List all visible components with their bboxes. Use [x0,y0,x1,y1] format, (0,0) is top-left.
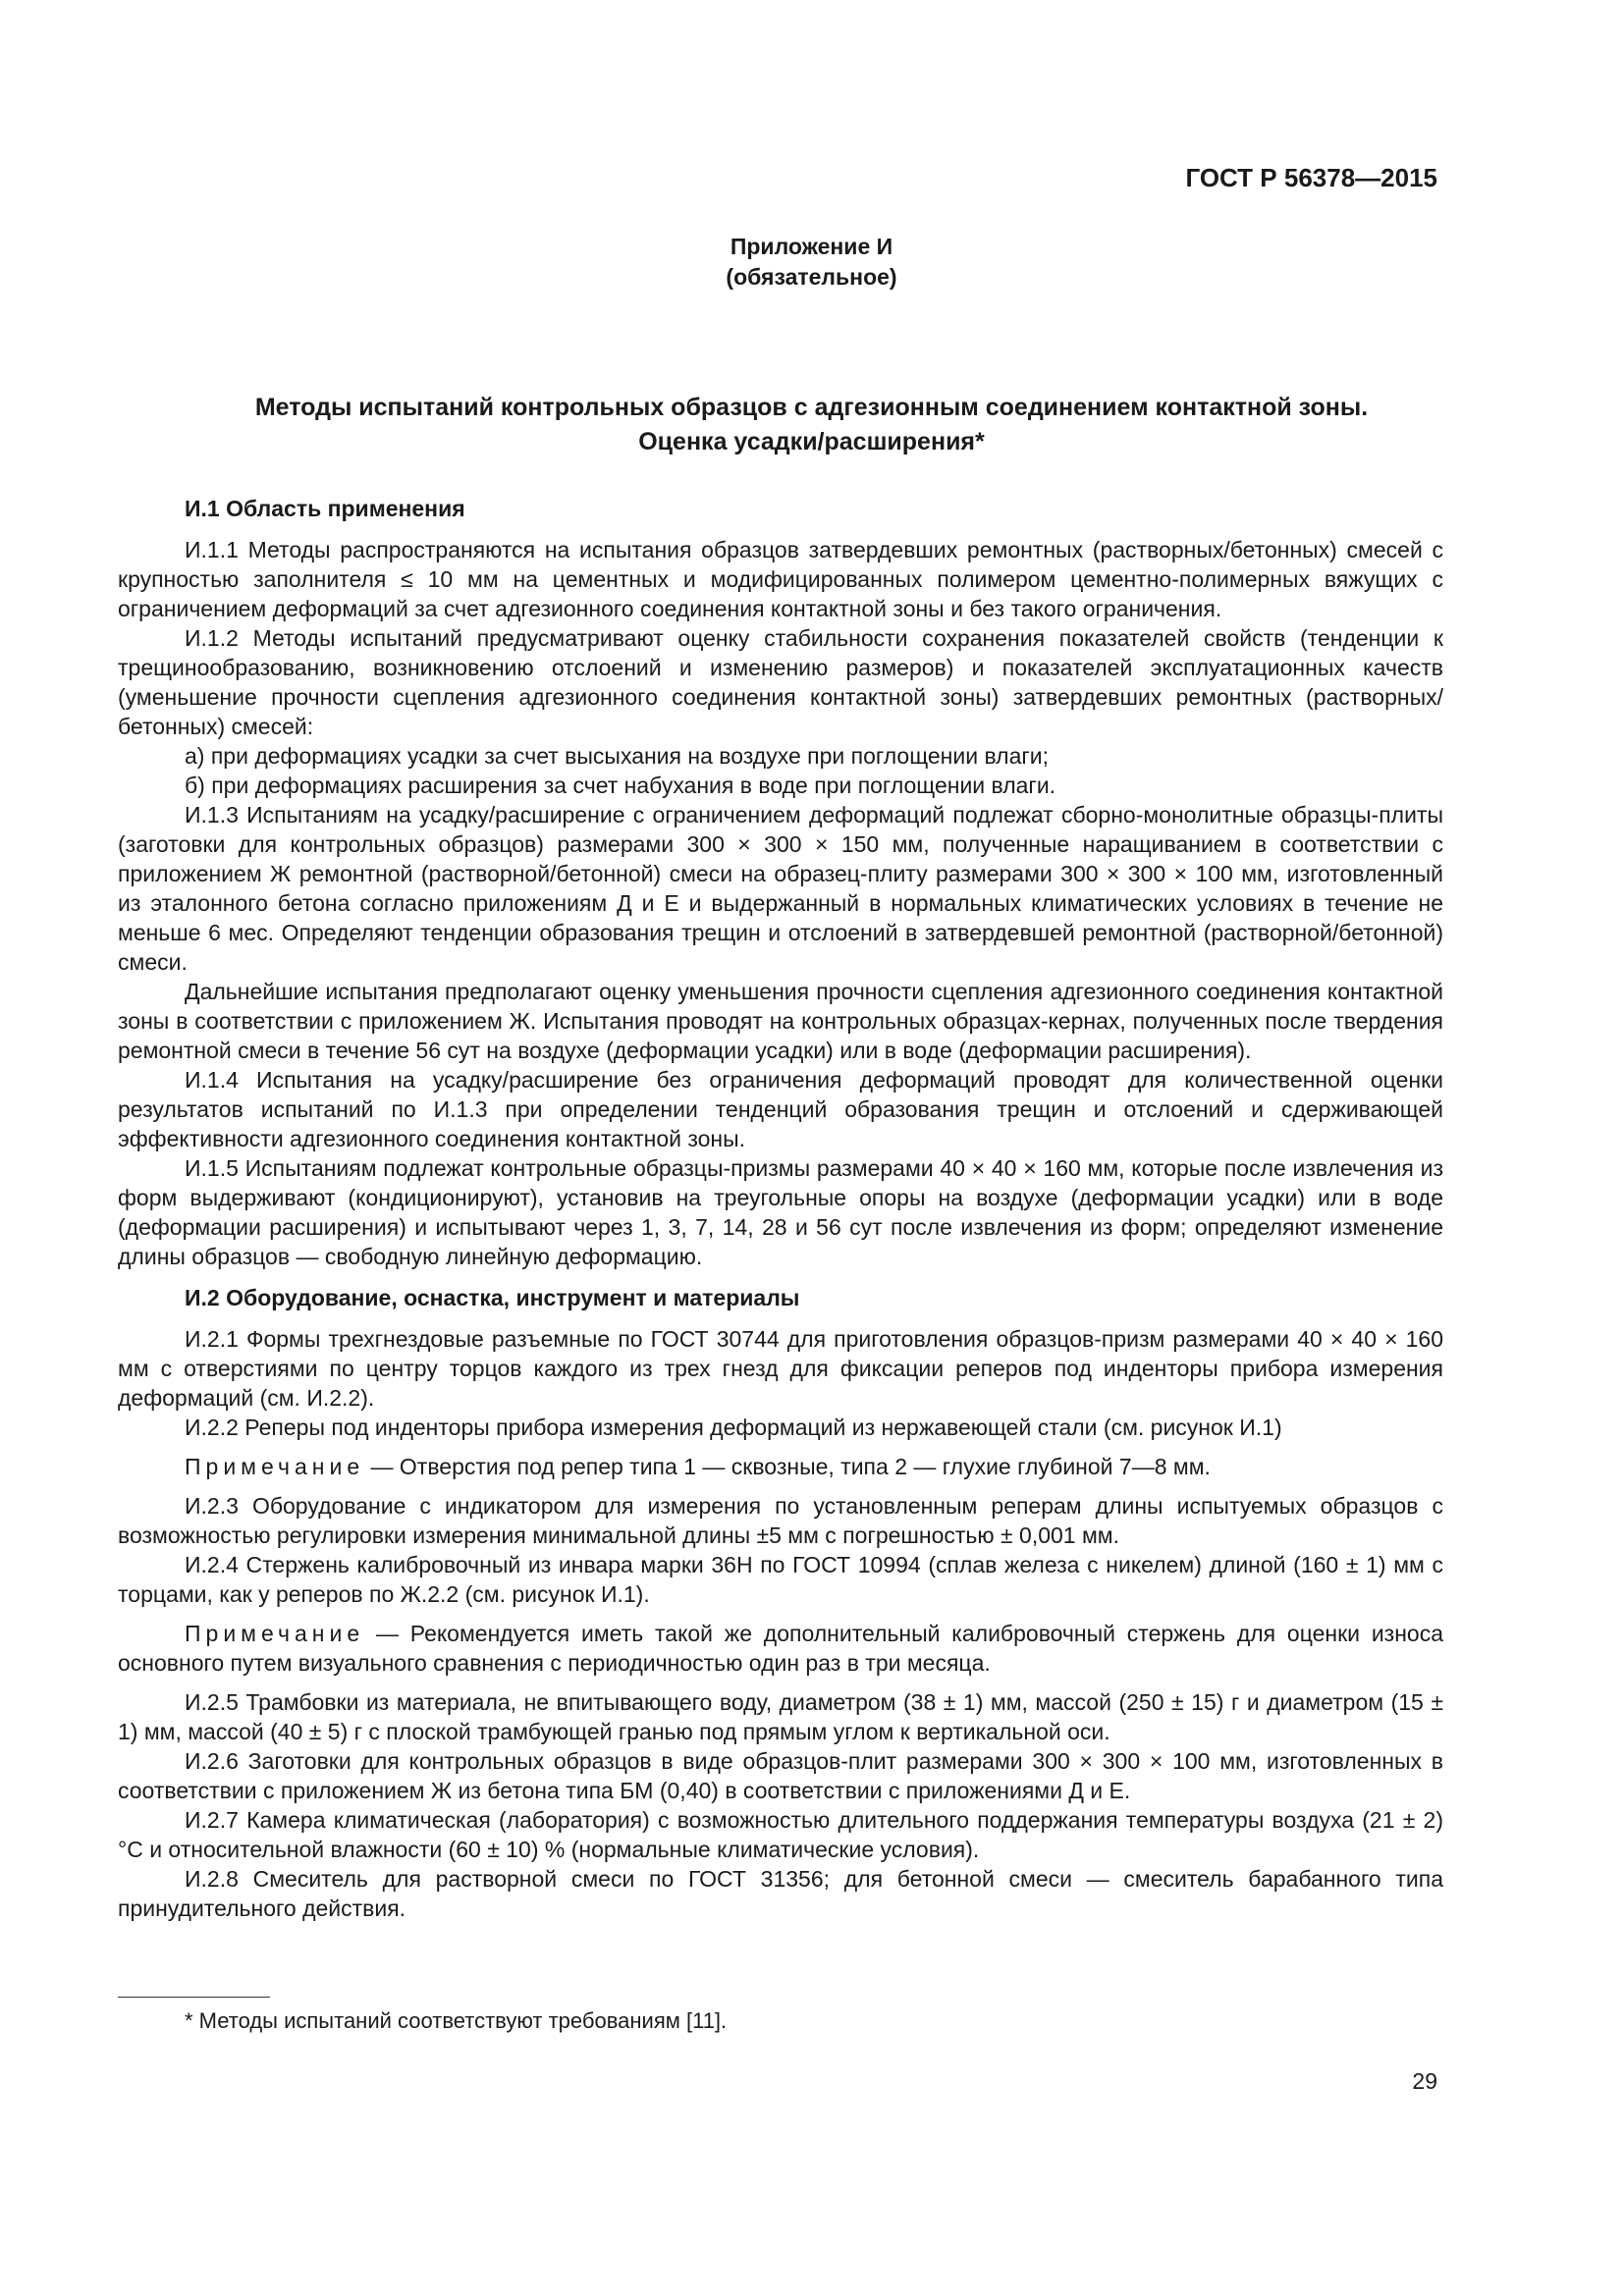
section-heading-1: И.1 Область применения [185,496,465,521]
paragraph-2-3: И.2.3 Оборудование с индикатором для измерения по установленным реперам длины испытуемых образцов с возможностью регулировки измерения минимальной длины ±5 мм с погрешностью ± 0,001 мм. [118,1493,1443,1548]
paragraph-1-1-3: И.1.3 Испытаниям на усадку/расширение с ограничением деформаций подлежат сборно-монолитные образцы-плиты (заготовки для контрольных образцов) размерами 300 × 300 × 150 мм, полученные наращиванием в соответствии с приложением Ж ремонтной (растворной/бетонной) смеси на образец-плиту размерами 300 × 300 × 100 мм, изготовленный из эталонного бетона согласно приложениям Д и Е и выдержанный в нормальных климатических условиях в течение не меньше 6 мес. Определяют тенденции образования трещин и отслоений в затвердевшей ремонтной (растворной/бетонной) смеси. [118,802,1443,975]
note-2-text: — Рекомендуется иметь такой же дополнительный калибровочный стержень для оценки износа основного путем визуального сравнения с периодичностью один раз в три месяца. [118,1621,1443,1676]
paragraph-2-1: И.2.1 Формы трехгнездовые разъемные по ГОСТ 30744 для приготовления образцов-призм размерами 40 × 40 × 160 мм с отверстиями по центру торцов каждого из трех гнезд для фиксации реперов под инденторы прибора измерения деформаций (см. И.2.2). [118,1326,1443,1411]
annex-title: Приложение И [730,234,893,259]
document-body [118,494,1443,1923]
paragraph-2-6: И.2.6 Заготовки для контрольных образцов в виде образцов-плит размерами 300 × 300 × 100 мм, изготовленных в соответствии с приложением Ж из бетона типа БМ (0,40) в соответствии с приложениями Д и Е. [118,1748,1443,1803]
footnote-divider [118,1997,270,1998]
page-number: 29 [1412,2068,1437,2094]
annex-main-title [0,391,1623,459]
list-item-b: б) при деформациях расширения за счет набухания в воде при поглощении влаги. [185,773,1056,798]
paragraph-2-2: И.2.2 Реперы под инденторы прибора измерения деформаций из нержавеющей стали (см. рисунок И.1) [185,1415,1282,1440]
note-1-text: — Отверстия под репер типа 1 — сквозные, типа 2 — глухие глубиной 7—8 мм. [364,1454,1211,1479]
list-item-a: а) при деформациях усадки за счет высыхания на воздухе при поглощении влаги; [185,743,1049,769]
paragraph-2-4: И.2.4 Стержень калибровочный из инвара марки 36Н по ГОСТ 10994 (сплав железа с никелем) длиной (160 ± 1) мм с торцами, как у реперов по Ж.2.2 (см. рисунок И.1). [118,1552,1443,1607]
note-1-label: Примечание [185,1454,365,1479]
paragraph-1-1-2: И.1.2 Методы испытаний предусматривают оценку стабильности сохранения показателей свойств (тенденции к трещинообразованию, возникновению отслоений и изменению размеров) и показателей эксплуатационных качеств (уменьшение прочности сцепления адгезионного соединения контактной зоны) затвердевших ремонтных (растворных/бетонных) смесей: [118,625,1443,739]
paragraph-2-5: И.2.5 Трамбовки из материала, не впитывающего воду, диаметром (38 ± 1) мм, массой (250 ± 15) г и диаметром (15 ± 1) мм, массой (40 ± 5) г с плоской трамбующей гранью под прямым углом к вертикальной оси. [118,1689,1443,1744]
section-heading-2: И.2 Оборудование, оснастка, инструмент и материалы [185,1285,800,1310]
annex-heading [0,232,1623,293]
paragraph-2-7: И.2.7 Камера климатическая (лаборатория) с возможностью длительного поддержания температуры воздуха (21 ± 2) °С и относительной влажности (60 ± 10) % (нормальные климатические условия). [118,1807,1443,1862]
paragraph-1-1-1: И.1.1 Методы распространяются на испытания образцов затвердевших ремонтных (растворных/бетонных) смесей с крупностью заполнителя ≤ 10 мм на цементных и модифицированных полимером цементно-полимерных вяжущих с ограничением деформаций за счет адгезионного соединения контактной зоны и без такого ограничения. [118,537,1443,621]
title-line-1: Методы испытаний контрольных образцов с адгезионным соединением контактной зоны. [254,394,1369,421]
note-2 [118,1619,1443,1678]
title-line-2: Оценка усадки/расширения* [638,428,985,455]
annex-subtitle: (обязательное) [726,264,897,290]
note-2-label: Примечание [185,1621,365,1646]
note-1 [118,1452,1443,1481]
paragraph-2-8: И.2.8 Смеситель для растворной смеси по ГОСТ 31356; для бетонной смеси — смеситель барабанного типа принудительного действия. [118,1866,1443,1921]
document-header-id: ГОСТ Р 56378—2015 [1185,163,1437,192]
footnote: * Методы испытаний соответствуют требованиям [11]. [185,2008,728,2033]
paragraph-1-1-5: И.1.5 Испытаниям подлежат контрольные образцы-призмы размерами 40 × 40 × 160 мм, которые после извлечения из форм выдерживают (кондиционируют), установив на треугольные опоры на воздухе (деформации усадки) или в воде (деформации расширения) и испытывают через 1, 3, 7, 14, 28 и 56 сут после извлечения из форм; определяют изменение длины образцов — свободную линейную деформацию. [118,1155,1443,1269]
paragraph-1-1-4: И.1.4 Испытания на усадку/расширение без ограничения деформаций проводят для количественной оценки результатов испытаний по И.1.3 при определении тенденций образования трещин и отслоений и сдерживающей эффективности адгезионного соединения контактной зоны. [118,1067,1443,1151]
paragraph-1-1-3-continued: Дальнейшие испытания предполагают оценку уменьшения прочности сцепления адгезионного соединения контактной зоны в соответствии с приложением Ж. Испытания проводят на контрольных образцах-кернах, полученных после твердения ремонтной смеси в течение 56 сут на воздухе (деформации усадки) или в воде (деформации расширения). [118,979,1443,1063]
